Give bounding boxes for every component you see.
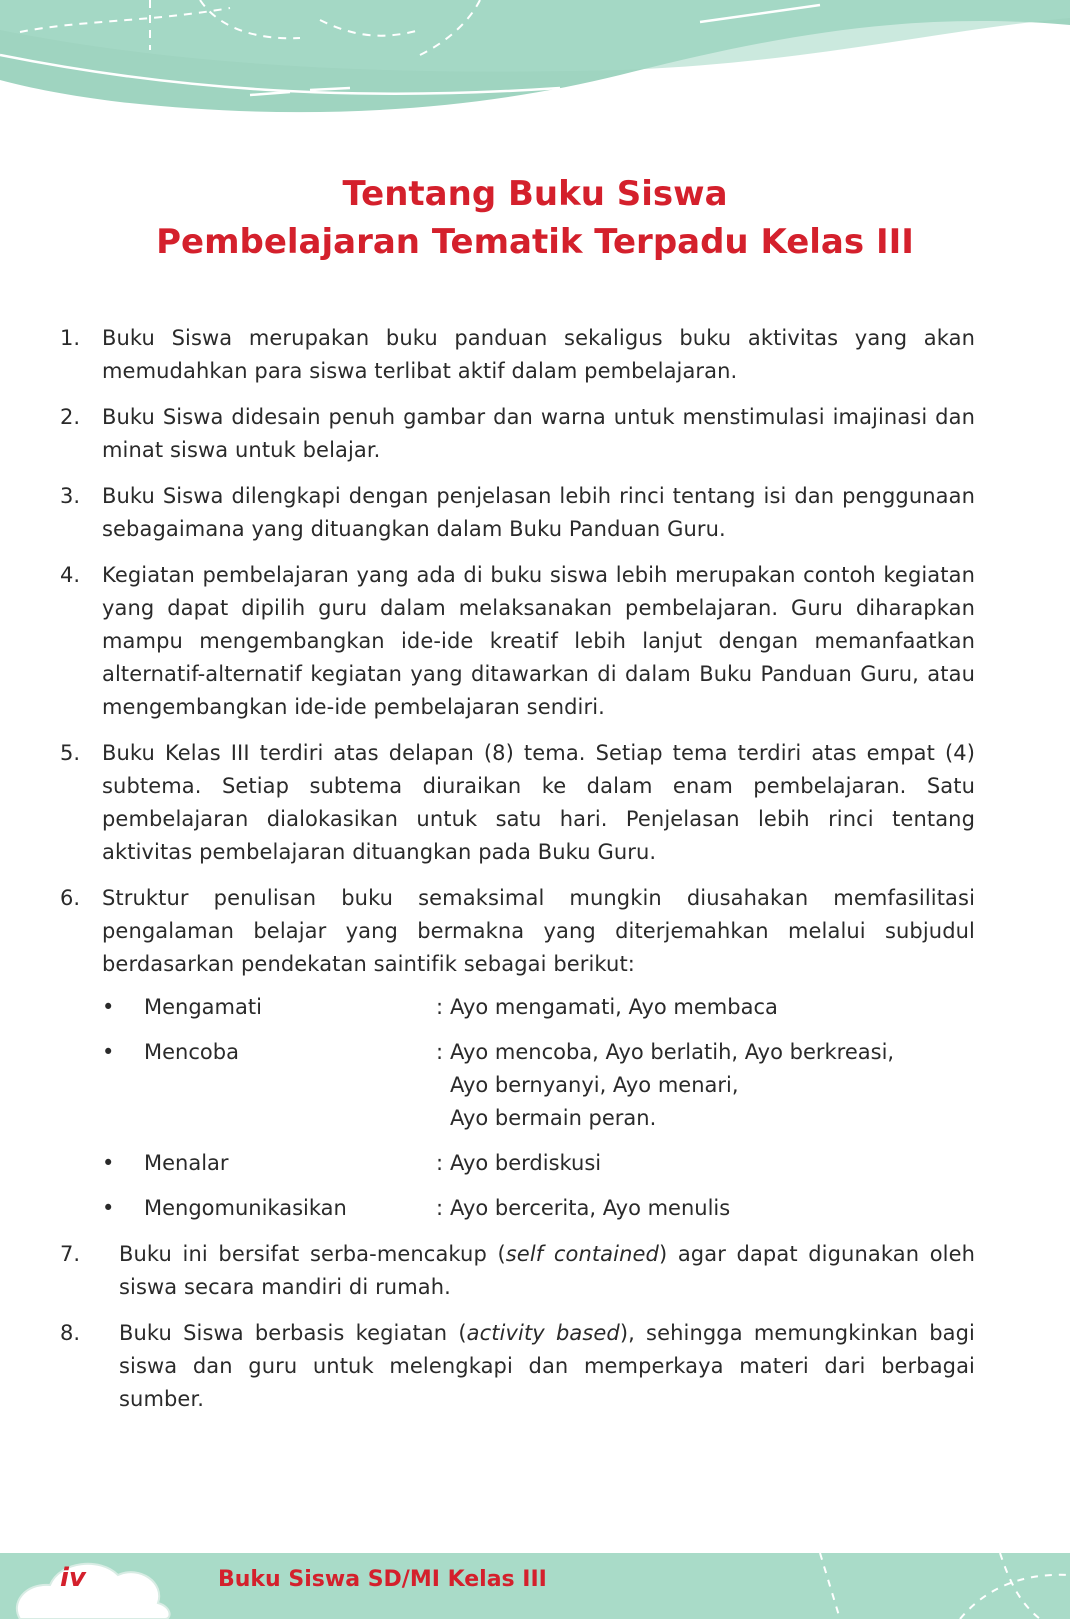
approach-values [450, 1036, 975, 1135]
approach-row [102, 991, 975, 1024]
approach-value: Ayo berdiskusi [450, 1151, 602, 1175]
page-title-line2: Pembelajaran Tematik Terpadu Kelas III [156, 221, 914, 262]
item-number: 1. [60, 326, 81, 350]
item-text [119, 1238, 975, 1304]
info-list [60, 322, 975, 1429]
list-item [60, 1317, 975, 1416]
item-number: 3. [60, 484, 81, 508]
approach-label: Mengomunikasikan [144, 1196, 347, 1220]
item-number: 5. [60, 741, 81, 765]
bullet-icon: • [102, 1196, 115, 1220]
list-item [60, 401, 975, 467]
item-text: Buku Siswa dilengkapi dengan penjelasan lebih rinci tentang isi dan penggunaan sebagaimana yang dituangkan dalam Buku Panduan Guru. [102, 484, 975, 541]
approach-values [450, 991, 975, 1024]
item-number: 4. [60, 563, 81, 587]
approach-label: Menalar [144, 1151, 229, 1175]
item-text: Struktur penulisan buku semaksimal mungkin diusahakan memfasilitasi pengalaman belajar yang bermakna yang diterjemahkan melalui subjudul berdasarkan pendekatan saintifik sebagai berikut: [102, 886, 975, 976]
item-number: 6. [60, 886, 81, 910]
item-text: Buku Siswa didesain penuh gambar dan warna untuk menstimulasi imajinasi dan minat siswa untuk belajar. [102, 405, 975, 462]
item-text: Buku Kelas III terdiri atas delapan (8) tema. Setiap tema terdiri atas empat (4) subtema. Setiap subtema diuraikan ke dalam enam pembelajaran. Satu pembelajaran dialokasikan untuk satu hari. Penjelasan lebih rinci tentang aktivitas pembelajaran dituangkan pada Buku Guru. [102, 741, 975, 864]
approach-label: Mengamati [144, 995, 262, 1019]
item-number: 2. [60, 405, 81, 429]
item-text-part: ), sehingga memungkinkan bagi siswa dan guru untuk melengkapi dan memperkaya materi dari berbagai sumber. [119, 1321, 975, 1411]
top-wave-banner [0, 0, 1070, 130]
approach-values [450, 1147, 975, 1180]
colon: : [436, 1151, 444, 1175]
approach-values [450, 1192, 975, 1225]
item-text-part: Buku ini bersifat serba-mencakup ( [119, 1242, 506, 1266]
approach-value: Ayo bermain peran. [450, 1106, 657, 1130]
bullet-icon: • [102, 995, 115, 1019]
colon: : [436, 1040, 444, 1064]
list-item [60, 882, 975, 1225]
list-item [60, 322, 975, 388]
approach-row [102, 1192, 975, 1225]
list-item [60, 1238, 975, 1304]
item-text: Kegiatan pembelajaran yang ada di buku siswa lebih merupakan contoh kegiatan yang dapat dipilih guru dalam melaksanakan pembelajaran. Guru diharapkan mampu mengembangkan ide-ide kreatif lebih lanjut dengan memanfaatkan alternatif-alternatif kegiatan yang ditawarkan di dalam Buku Panduan Guru, atau mengembangkan ide-ide pembelajaran sendiri. [102, 563, 975, 719]
colon: : [436, 995, 444, 1019]
approach-label: Mencoba [144, 1040, 239, 1064]
item-number: 8. [60, 1321, 81, 1345]
page-title-line1: Tentang Buku Siswa [342, 173, 728, 214]
approach-value: Ayo mencoba, Ayo berlatih, Ayo berkreasi, [450, 1040, 895, 1064]
item-text [119, 1317, 975, 1416]
footer-book-title: Buku Siswa SD/MI Kelas III [218, 1567, 547, 1592]
list-item [60, 480, 975, 546]
item-emphasis: activity based [466, 1321, 620, 1345]
item-text-part: Buku Siswa berbasis kegiatan ( [119, 1321, 467, 1345]
item-text-part: ) agar dapat digunakan oleh siswa secara mandiri di rumah. [119, 1242, 976, 1299]
list-item [60, 559, 975, 724]
approach-row [102, 1036, 975, 1135]
colon: : [436, 1196, 444, 1220]
approach-list [102, 991, 975, 1225]
approach-value: Ayo bernyanyi, Ayo menari, [450, 1073, 739, 1097]
bullet-icon: • [102, 1151, 115, 1175]
item-number: 7. [60, 1242, 81, 1266]
approach-row [102, 1147, 975, 1180]
item-emphasis: self contained [505, 1242, 659, 1266]
approach-value: Ayo mengamati, Ayo membaca [450, 995, 778, 1019]
item-text: Buku Siswa merupakan buku panduan sekaligus buku aktivitas yang akan memudahkan para siswa terlibat aktif dalam pembelajaran. [102, 326, 975, 383]
approach-value: Ayo bercerita, Ayo menulis [450, 1196, 731, 1220]
list-item [60, 737, 975, 869]
page-number: iv [60, 1563, 86, 1593]
bullet-icon: • [102, 1040, 115, 1064]
